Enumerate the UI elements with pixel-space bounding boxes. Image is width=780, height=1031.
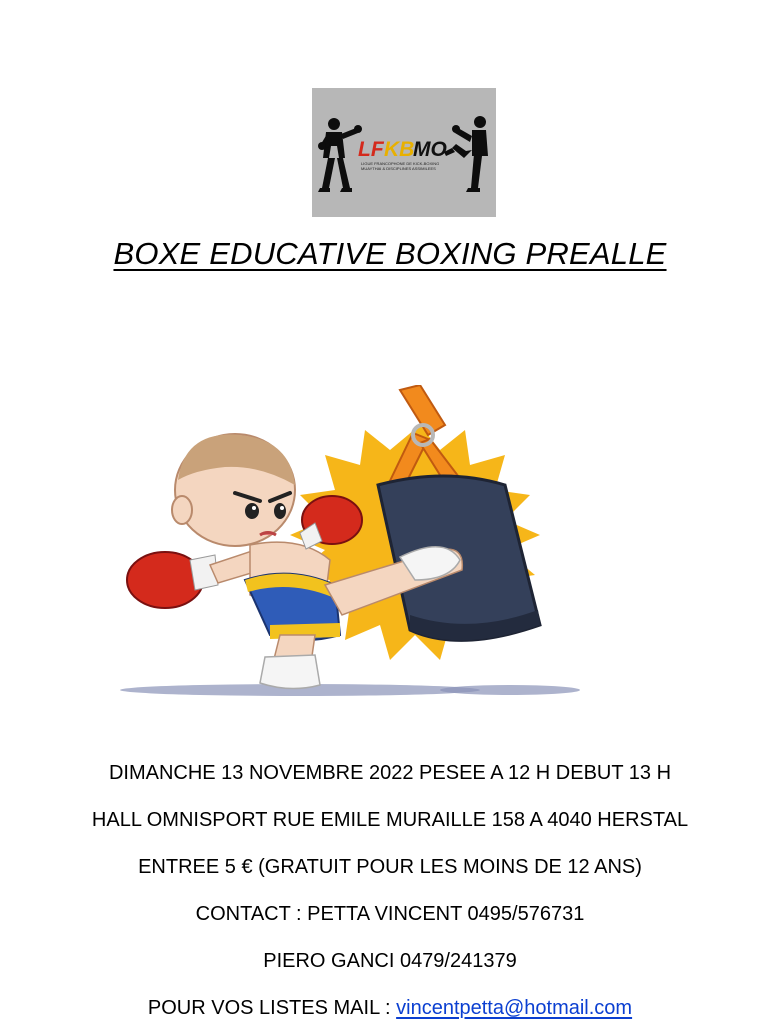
mail-label: POUR VOS LISTES MAIL : (147, 997, 397, 1019)
poster-title: BOXE EDUCATIVE BOXING PREALLE (113, 236, 667, 271)
svg-text:LF: LF (358, 138, 384, 161)
fighter-silhouette-right-icon (444, 116, 488, 192)
email-link[interactable]: vincentpetta@hotmail.com (396, 997, 633, 1019)
kickboxing-kid-punching-bag-icon (110, 385, 580, 700)
contact-line: CONTACT : PETTA VINCENT 0495/576731 (195, 903, 585, 925)
logo-graphic (312, 88, 496, 217)
event-entry-line: ENTREE 5 € (GRATUIT POUR LES MOINS DE 12 ANS) (138, 856, 642, 878)
svg-text:MO: MO (413, 138, 447, 161)
contact-secondary-line: PIERO GANCI 0479/241379 (263, 950, 517, 972)
lfkbmo-logo (312, 88, 496, 217)
logo-wordmark (358, 138, 447, 171)
event-date-line: DIMANCHE 13 NOVEMBRE 2022 PESEE A 12 H DEBUT 13 H (108, 762, 672, 784)
svg-text:LIGUE FRANCOPHONE DE KICK-BOXI: LIGUE FRANCOPHONE DE KICK-BOXING (361, 161, 440, 166)
boxer-silhouette-left-icon (318, 118, 362, 192)
svg-text:MUAYTHAI & DISCIPLINES ASSIMIL: MUAYTHAI & DISCIPLINES ASSIMILEES (361, 166, 436, 171)
event-location-line: HALL OMNISPORT RUE EMILE MURAILLE 158 A 4040 HERSTAL (91, 809, 689, 831)
svg-text:KB: KB (384, 138, 415, 161)
mail-line (0, 997, 780, 1020)
